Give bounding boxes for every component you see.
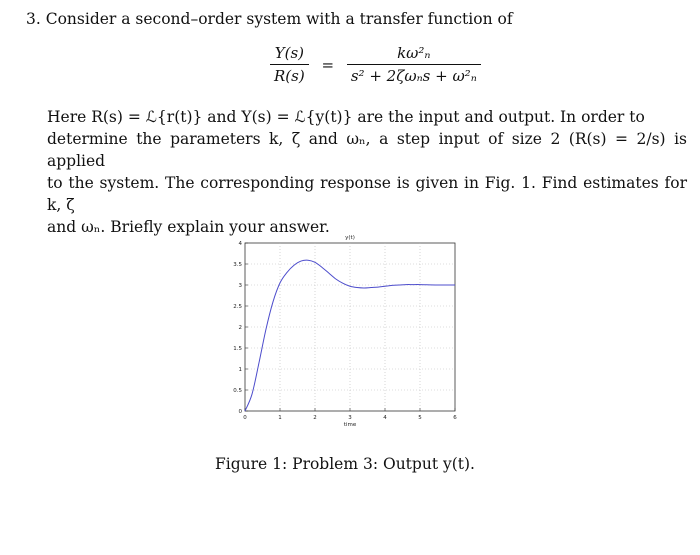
y-tick-label: 3 bbox=[238, 283, 242, 289]
paragraph-line-2: determine the parameters k, ζ and ωₙ, a step input of size 2 (R(s) = 2/s) is applied bbox=[47, 130, 687, 170]
y-tick-label: 2.5 bbox=[233, 304, 242, 310]
x-tick-label: 4 bbox=[383, 415, 387, 421]
x-tick-label: 2 bbox=[313, 415, 317, 421]
x-tick-label: 1 bbox=[278, 415, 282, 421]
figure-caption: Figure 1: Problem 3: Output y(t). bbox=[215, 455, 475, 473]
y-tick-label: 2 bbox=[238, 325, 242, 331]
x-axis-label: time bbox=[343, 422, 357, 428]
eq-lhs-numerator: Y(s) bbox=[270, 44, 309, 65]
chart-layer bbox=[233, 235, 457, 428]
x-tick-label: 3 bbox=[348, 415, 352, 421]
paragraph-line-3: to the system. The corresponding response is given in Fig. 1. Find estimates for k, ζ bbox=[47, 174, 687, 214]
y-tick-label: 3.5 bbox=[233, 262, 242, 268]
chart-title: y(t) bbox=[345, 235, 355, 241]
paragraph-line-1: Here R(s) = ℒ{r(t)} and Y(s) = ℒ{y(t)} are the input and output. In order to bbox=[47, 108, 645, 126]
paragraph-line-4: and ωₙ. Briefly explain your answer. bbox=[47, 218, 330, 236]
problem-number: 3. bbox=[26, 10, 41, 28]
y-tick-label: 0 bbox=[238, 409, 242, 415]
x-tick-label: 6 bbox=[453, 415, 457, 421]
y-tick-label: 4 bbox=[238, 241, 242, 247]
eq-lhs-denominator: R(s) bbox=[274, 67, 305, 85]
eq-rhs-numerator: kω²ₙ bbox=[347, 44, 481, 65]
y-tick-label: 1.5 bbox=[233, 346, 242, 352]
x-tick-label: 5 bbox=[418, 415, 422, 421]
x-tick-label: 0 bbox=[243, 415, 247, 421]
eq-equals-sign: = bbox=[321, 55, 335, 74]
eq-rhs-denominator: s² + 2ζωₙs + ω²ₙ bbox=[350, 67, 477, 85]
y-tick-label: 1 bbox=[238, 367, 242, 373]
problem-intro: Consider a second–order system with a transfer function of bbox=[45, 10, 513, 28]
y-tick-label: 0.5 bbox=[233, 388, 242, 394]
